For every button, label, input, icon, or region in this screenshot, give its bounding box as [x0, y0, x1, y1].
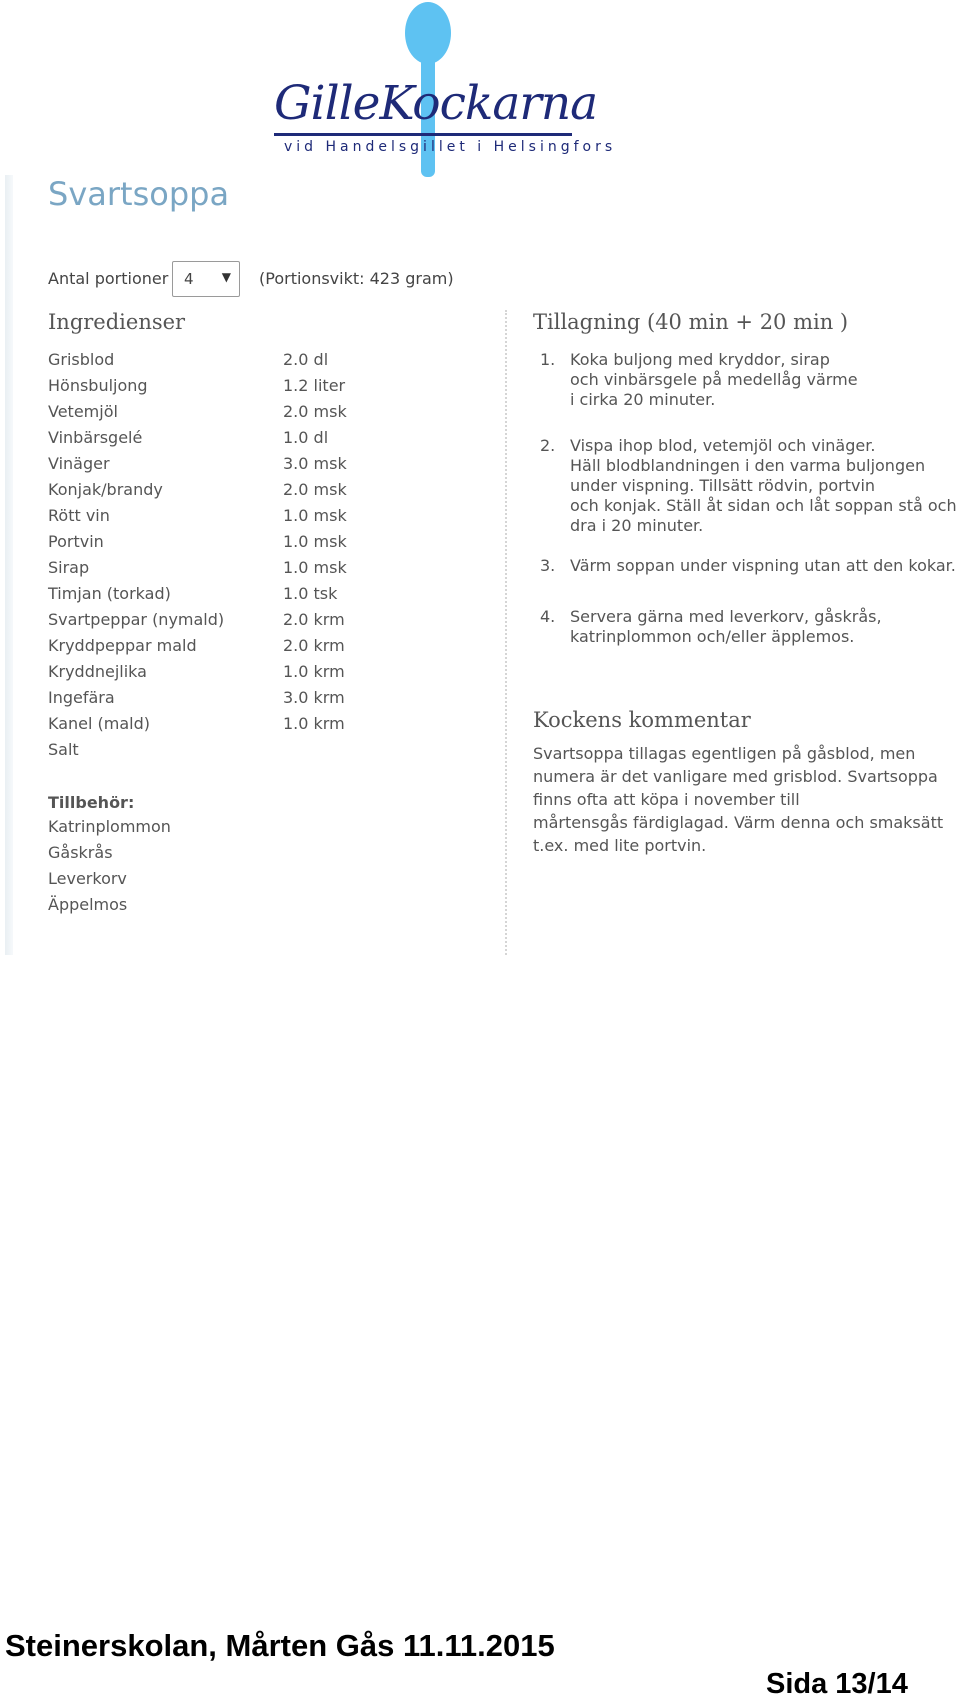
method-step	[540, 607, 960, 647]
step-text-line: dra i 20 minuter.	[570, 516, 704, 535]
ingredient-name: Vinbärsgelé	[48, 428, 143, 447]
recipe-title: Svartsoppa	[48, 175, 230, 213]
step-text-line: katrinplommon och/eller äpplemos.	[570, 627, 855, 646]
logo-tagline: vid Handelsgillet i Helsingfors	[284, 139, 617, 155]
ingredient-quantity: 1.0 krm	[283, 662, 345, 681]
comment-line: Svartsoppa tillagas egentligen på gåsblod, men	[533, 744, 916, 763]
ingredient-quantity: 1.2 liter	[283, 376, 346, 395]
ingredient-name: Kryddnejlika	[48, 662, 147, 681]
comment-heading: Kockens kommentar	[533, 708, 751, 732]
ingredient-quantity: 1.0 tsk	[283, 584, 338, 603]
chef-comment	[533, 742, 953, 857]
accessories-list	[48, 817, 171, 921]
ingredient-name: Rött vin	[48, 506, 110, 525]
step-text-line: och vinbärsgele på medellåg värme	[570, 370, 858, 389]
ingredient-quantity: 3.0 krm	[283, 688, 345, 707]
step-text-line: i cirka 20 minuter.	[570, 390, 716, 409]
comment-line: t.ex. med lite portvin.	[533, 836, 707, 855]
ingredient-quantity: 2.0 msk	[283, 480, 347, 499]
ingredient-name: Sirap	[48, 558, 90, 577]
comment-line: finns ofta att köpa i november till	[533, 790, 800, 809]
comment-line: mårtensgås färdiglagad. Värm denna och smaksätt	[533, 813, 944, 832]
logo-rule	[274, 133, 572, 136]
footer-event: Steinerskolan, Mårten Gås 11.11.2015	[5, 1628, 555, 1663]
step-text-line: och konjak. Ställ åt sidan och låt soppan stå och	[570, 496, 957, 515]
step-number: 3.	[540, 556, 556, 575]
ingredient-name: Kanel (mald)	[48, 714, 151, 733]
page-number: Sida 13/14	[766, 1668, 908, 1700]
ingredient-quantity: 3.0 msk	[283, 454, 347, 473]
step-text-line: Värm soppan under vispning utan att den kokar.	[570, 556, 956, 575]
step-text-line: under vispning. Tillsätt rödvin, portvin	[570, 476, 876, 495]
ingredient-name: Salt	[48, 740, 79, 759]
portion-weight: (Portionsvikt: 423 gram)	[259, 269, 454, 288]
ingredient-quantity: 2.0 dl	[283, 350, 329, 369]
step-number: 2.	[540, 436, 556, 455]
step-text-line: Koka buljong med kryddor, sirap	[570, 350, 830, 369]
ingredients-heading: Ingredienser	[48, 310, 186, 334]
ingredient-quantity: 2.0 krm	[283, 610, 345, 629]
logo-brand: GilleKockarna	[274, 76, 598, 131]
comment-line: numera är det vanligare med grisblod. Svartsoppa	[533, 767, 938, 786]
ingredient-quantity: 1.0 dl	[283, 428, 329, 447]
ingredient-name: Portvin	[48, 532, 104, 551]
method-heading: Tillagning (40 min + 20 min )	[533, 310, 849, 334]
column-divider	[505, 310, 507, 955]
ingredient-name: Kryddpeppar mald	[48, 636, 197, 655]
accessory-item: Äppelmos	[48, 895, 128, 914]
dropdown-caret-icon: ▼	[221, 270, 231, 284]
portions-value: 4	[184, 270, 194, 288]
step-text-line: Häll blodblandningen i den varma buljongen	[570, 456, 926, 475]
step-text-line: Servera gärna med leverkorv, gåskrås,	[570, 607, 882, 626]
ingredient-name: Vetemjöl	[48, 402, 118, 421]
accessory-item: Leverkorv	[48, 869, 127, 888]
ingredient-quantity: 1.0 krm	[283, 714, 345, 733]
ingredient-quantity: 1.0 msk	[283, 558, 347, 577]
portions-select[interactable]	[172, 261, 240, 297]
ingredient-name: Ingefära	[48, 688, 115, 707]
method-steps	[540, 350, 960, 647]
ingredient-quantity: 2.0 msk	[283, 402, 347, 421]
ingredient-name: Konjak/brandy	[48, 480, 163, 499]
left-border	[5, 175, 13, 955]
ingredient-name: Hönsbuljong	[48, 376, 148, 395]
step-number: 1.	[540, 350, 556, 369]
ingredient-quantity: 1.0 msk	[283, 506, 347, 525]
ingredient-quantity: 1.0 msk	[283, 532, 347, 551]
accessory-item: Gåskrås	[48, 843, 113, 862]
method-step	[540, 436, 960, 536]
method-step	[540, 556, 960, 576]
accessory-item: Katrinplommon	[48, 817, 171, 836]
step-number: 4.	[540, 607, 556, 626]
step-text-line: Vispa ihop blod, vetemjöl och vinäger.	[570, 436, 876, 455]
method-step	[540, 350, 960, 410]
logo	[270, 0, 617, 180]
ingredient-name: Vinäger	[48, 454, 110, 473]
ingredient-name: Timjan (torkad)	[48, 584, 171, 603]
recipe-sheet	[0, 175, 960, 955]
ingredient-name: Svartpeppar (nymald)	[48, 610, 225, 629]
ingredient-quantity: 2.0 krm	[283, 636, 345, 655]
accessories-heading: Tillbehör:	[48, 793, 135, 812]
ingredient-name: Grisblod	[48, 350, 115, 369]
portions-label: Antal portioner	[48, 269, 169, 288]
